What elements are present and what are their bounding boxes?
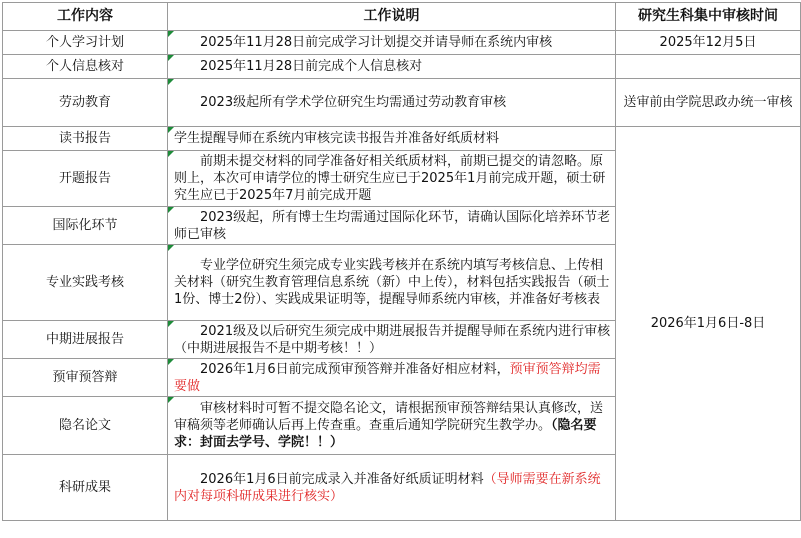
time-merged: 2026年1月6日-8日 (616, 127, 801, 521)
desc-pre-defense: 2026年1月6日前完成预审预答辩并准备好相应材料，预审预答辩均需要做 (168, 359, 616, 397)
cell-marker-icon (168, 127, 174, 133)
desc-proposal-report: 前期未提交材料的同学准备好相关纸质材料，前期已提交的请忽略。原则上，本次可申请学位的博士研究生应已于2025年1月前完成开题，硕士研究生应已于2025年7月前完成开题 (168, 151, 616, 207)
desc-personal-info: 2025年11月28日前完成个人信息核对 (168, 55, 616, 79)
pre-defense-required-note: 预审预答辩均需要做 (174, 361, 601, 394)
table-row (3, 127, 801, 151)
cell-marker-icon (168, 397, 174, 403)
cell-marker-icon (168, 79, 174, 85)
item-labor-education: 劳动教育 (3, 79, 168, 127)
desc-anonymous-thesis: 审核材料时可暂不提交隐名论文，请根据预审预答辩结果认真修改，送审稿须等老师确认后再上传查重。查重后通知学院研究生教学办。（隐名要求：封面去学号、学院！！） (168, 397, 616, 455)
desc-labor-education: 2023级起所有学术学位研究生均需通过劳动教育审核 (168, 79, 616, 127)
desc-professional-practice: 专业学位研究生须完成专业实践考核并在系统内填写考核信息、上传相关材料（研究生教育管理信息系统（新）中上传），材料包括实践报告（硕士1份、博士2份）、实践成果证明等，提醒导师系统内审核，并准备好考核表 (168, 245, 616, 321)
cell-marker-icon (168, 55, 174, 61)
cell-marker-icon (168, 207, 174, 213)
item-internationalization: 国际化环节 (3, 207, 168, 245)
header-work-item: 工作内容 (3, 3, 168, 31)
item-study-plan: 个人学习计划 (3, 31, 168, 55)
item-reading-report: 读书报告 (3, 127, 168, 151)
table-row (3, 55, 801, 79)
time-personal-info (616, 55, 801, 79)
time-study-plan: 2025年12月5日 (616, 31, 801, 55)
table-row (3, 79, 801, 127)
anonymous-requirement-note: （隐名要求：封面去学号、学院！！） (174, 418, 597, 450)
desc-reading-report: 学生提醒导师在系统内审核完读书报告并准备好纸质材料 (168, 127, 616, 151)
desc-study-plan: 2025年11月28日前完成学习计划提交并请导师在系统内审核 (168, 31, 616, 55)
cell-marker-icon (168, 359, 174, 365)
item-pre-defense: 预审预答辩 (3, 359, 168, 397)
research-verify-note: （导师需要在新系统内对每项科研成果进行核实） (174, 471, 601, 504)
cell-marker-icon (168, 321, 174, 327)
header-work-description: 工作说明 (168, 3, 616, 31)
header-review-time: 研究生科集中审核时间 (616, 3, 801, 31)
review-schedule-table (2, 2, 801, 521)
cell-marker-icon (168, 245, 174, 251)
time-labor-education: 送审前由学院思政办统一审核 (616, 79, 801, 127)
table-row (3, 31, 801, 55)
cell-marker-icon (168, 151, 174, 157)
cell-marker-icon (168, 31, 174, 37)
item-research-results: 科研成果 (3, 455, 168, 521)
item-midterm-report: 中期进展报告 (3, 321, 168, 359)
desc-research-results: 2026年1月6日前完成录入并准备好纸质证明材料（导师需要在新系统内对每项科研成果进行核实） (168, 455, 616, 521)
desc-internationalization: 2023级起，所有博士生均需通过国际化环节，请确认国际化培养环节老师已审核 (168, 207, 616, 245)
item-proposal-report: 开题报告 (3, 151, 168, 207)
desc-midterm-report: 2021级及以后研究生须完成中期进展报告并提醒导师在系统内进行审核（中期进展报告不是中期考核！！） (168, 321, 616, 359)
header-row (3, 3, 801, 31)
item-personal-info: 个人信息核对 (3, 55, 168, 79)
item-anonymous-thesis: 隐名论文 (3, 397, 168, 455)
item-professional-practice: 专业实践考核 (3, 245, 168, 321)
